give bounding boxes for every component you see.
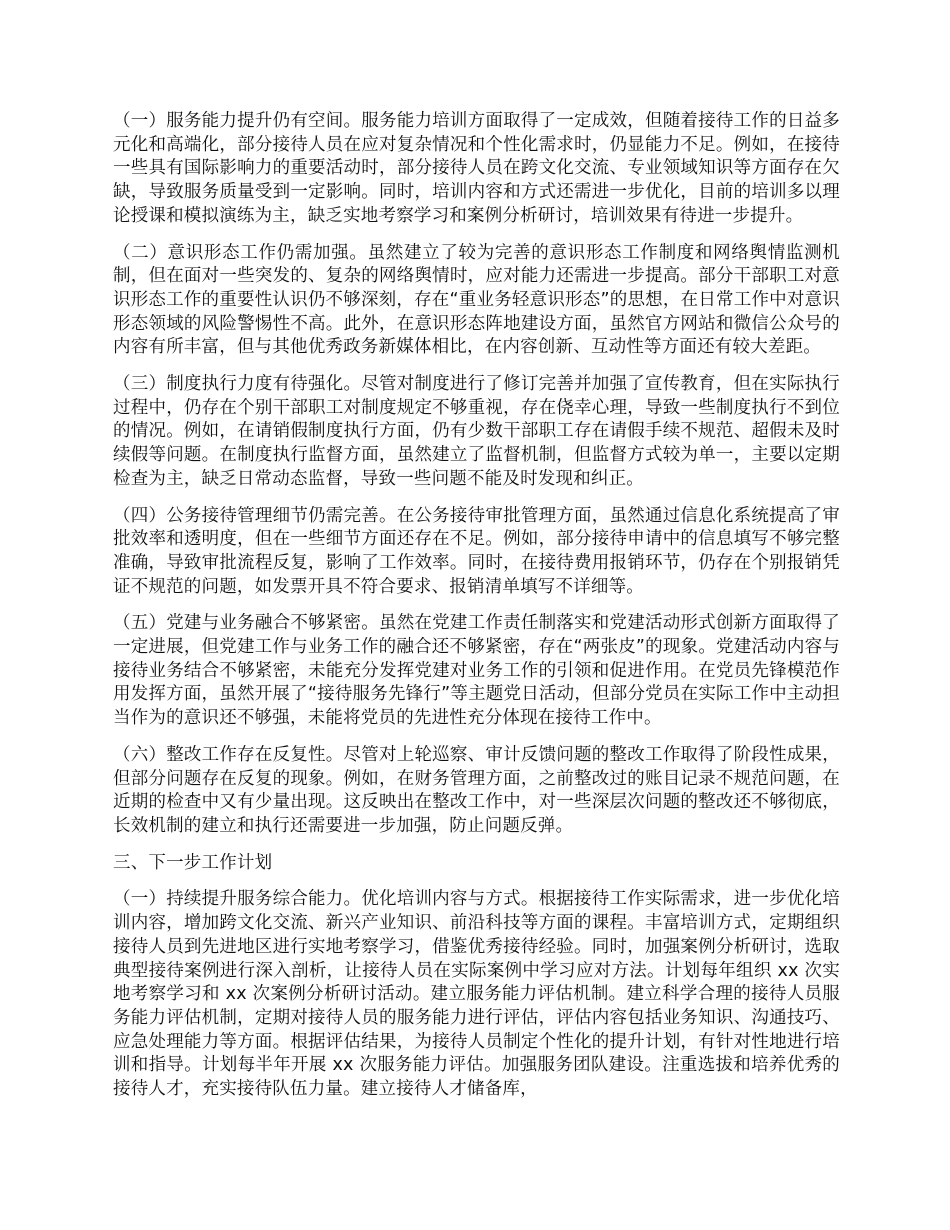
paragraph-party-building: （五）党建与业务融合不够紧密。虽然在党建工作责任制落实和党建活动形式创新方面取得了一定进展，但党建工作与业务工作的融合还不够紧密，存在“两张皮”的现象。党建活动内容与接待业务结合不够紧密，未能充分发挥党建对业务工作的引领和促进作用。在党员先锋模范作用发挥方面，虽然开展了“接待服务先锋行”等主题党日活动，但部分党员在实际工作中主动担当作为的意识还不够强，未能将党员的先进性充分体现在接待工作中。 [113,613,840,729]
paragraph-reception-management: （四）公务接待管理细节仍需完善。在公务接待审批管理方面，虽然通过信息化系统提高了审批效率和透明度，但在一些细节方面还存在不足。例如，部分接待申请中的信息填写不够完整准确，导致审批流程反复，影响了工作效率。同时，在接待费用报销环节，仍存在个别报销凭证不规范的问题，如发票开具不符合要求、报销清单填写不详细等。 [113,505,840,597]
paragraph-service-capability: （一）服务能力提升仍有空间。服务能力培训方面取得了一定成效，但随着接待工作的日益多元化和高端化，部分接待人员在应对复杂情况和个性化需求时，仍显能力不足。例如，在接待一些具有国际影响力的重要活动时，部分接待人员在跨文化交流、专业领域知识等方面存在欠缺，导致服务质量受到一定影响。同时，培训内容和方式还需进一步优化，目前的培训多以理论授课和模拟演练为主，缺乏实地考察学习和案例分析研讨，培训效果有待进一步提升。 [113,111,840,226]
paragraph-ideology-work: （二）意识形态工作仍需加强。虽然建立了较为完善的意识形态工作制度和网络舆情监测机制，但在面对一些突发的、复杂的网络舆情时，应对能力还需进一步提高。部分干部职工对意识形态工作的重要性认识仍不够深刻，存在“重业务轻意识形态”的思想，在日常工作中对意识形态领域的风险警惕性不高。此外，在意识形态阵地建设方面，虽然官方网站和微信公众号的内容有所丰富，但与其他优秀政务新媒体相比，在内容创新、互动性等方面还有较大差距。 [113,242,840,358]
paragraph-rectification: （六）整改工作存在反复性。尽管对上轮巡察、审计反馈问题的整改工作取得了阶段性成果，但部分问题存在反复的现象。例如，在财务管理方面，之前整改过的账目记录不规范问题，在近期的检查中又有少量出现。这反映出在整改工作中，对一些深层次问题的整改还不够彻底，长效机制的建立和执行还需要进一步加强，防止问题反弹。 [113,744,840,836]
document-page [113,110,840,1115]
section-heading-next-plan: 三、下一步工作计划 [113,852,273,873]
paragraph-system-execution: （三）制度执行力度有待强化。尽管对制度进行了修订完善并加强了宣传教育，但在实际执行过程中，仍存在个别干部职工对制度规定不够重视，存在侥幸心理，导致一些制度执行不到位的情况。例如，在请销假制度执行方面，仍有少数干部职工存在请假手续不规范、超假未及时续假等问题。在制度执行监督方面，虽然建立了监督机制，但监督方式较为单一，主要以定期检查为主，缺乏日常动态监督，导致一些问题不能及时发现和纠正。 [113,374,840,489]
paragraph-plan-service-capability: （一）持续提升服务综合能力。优化培训内容与方式。根据接待工作实际需求，进一步优化培训内容，增加跨文化交流、新兴产业知识、前沿科技等方面的课程。丰富培训方式，定期组织接待人员到先进地区进行实地考察学习，借鉴优秀接待经验。同时，加强案例分析研讨，选取典型接待案例进行深入剖析，让接待人员在实际案例中学习应对方法。计划每年组织 xx 次实地考察学习和 xx 次案例分析研讨活动。建立服务能力评估机制。建立科学合理的接待人员服务能力评估机制，定期对接待人员的服务能力进行评估，评估内容包括业务知识、沟通技巧、应急处理能力等方面。根据评估结果，为接待人员制定个性化的提升计划，有针对性地进行培训和指导。计划每半年开展 xx 次服务能力评估。加强服务团队建设。注重选拔和培养优秀的接待人才，充实接待队伍力量。建立接待人才储备库， [113,889,840,1100]
